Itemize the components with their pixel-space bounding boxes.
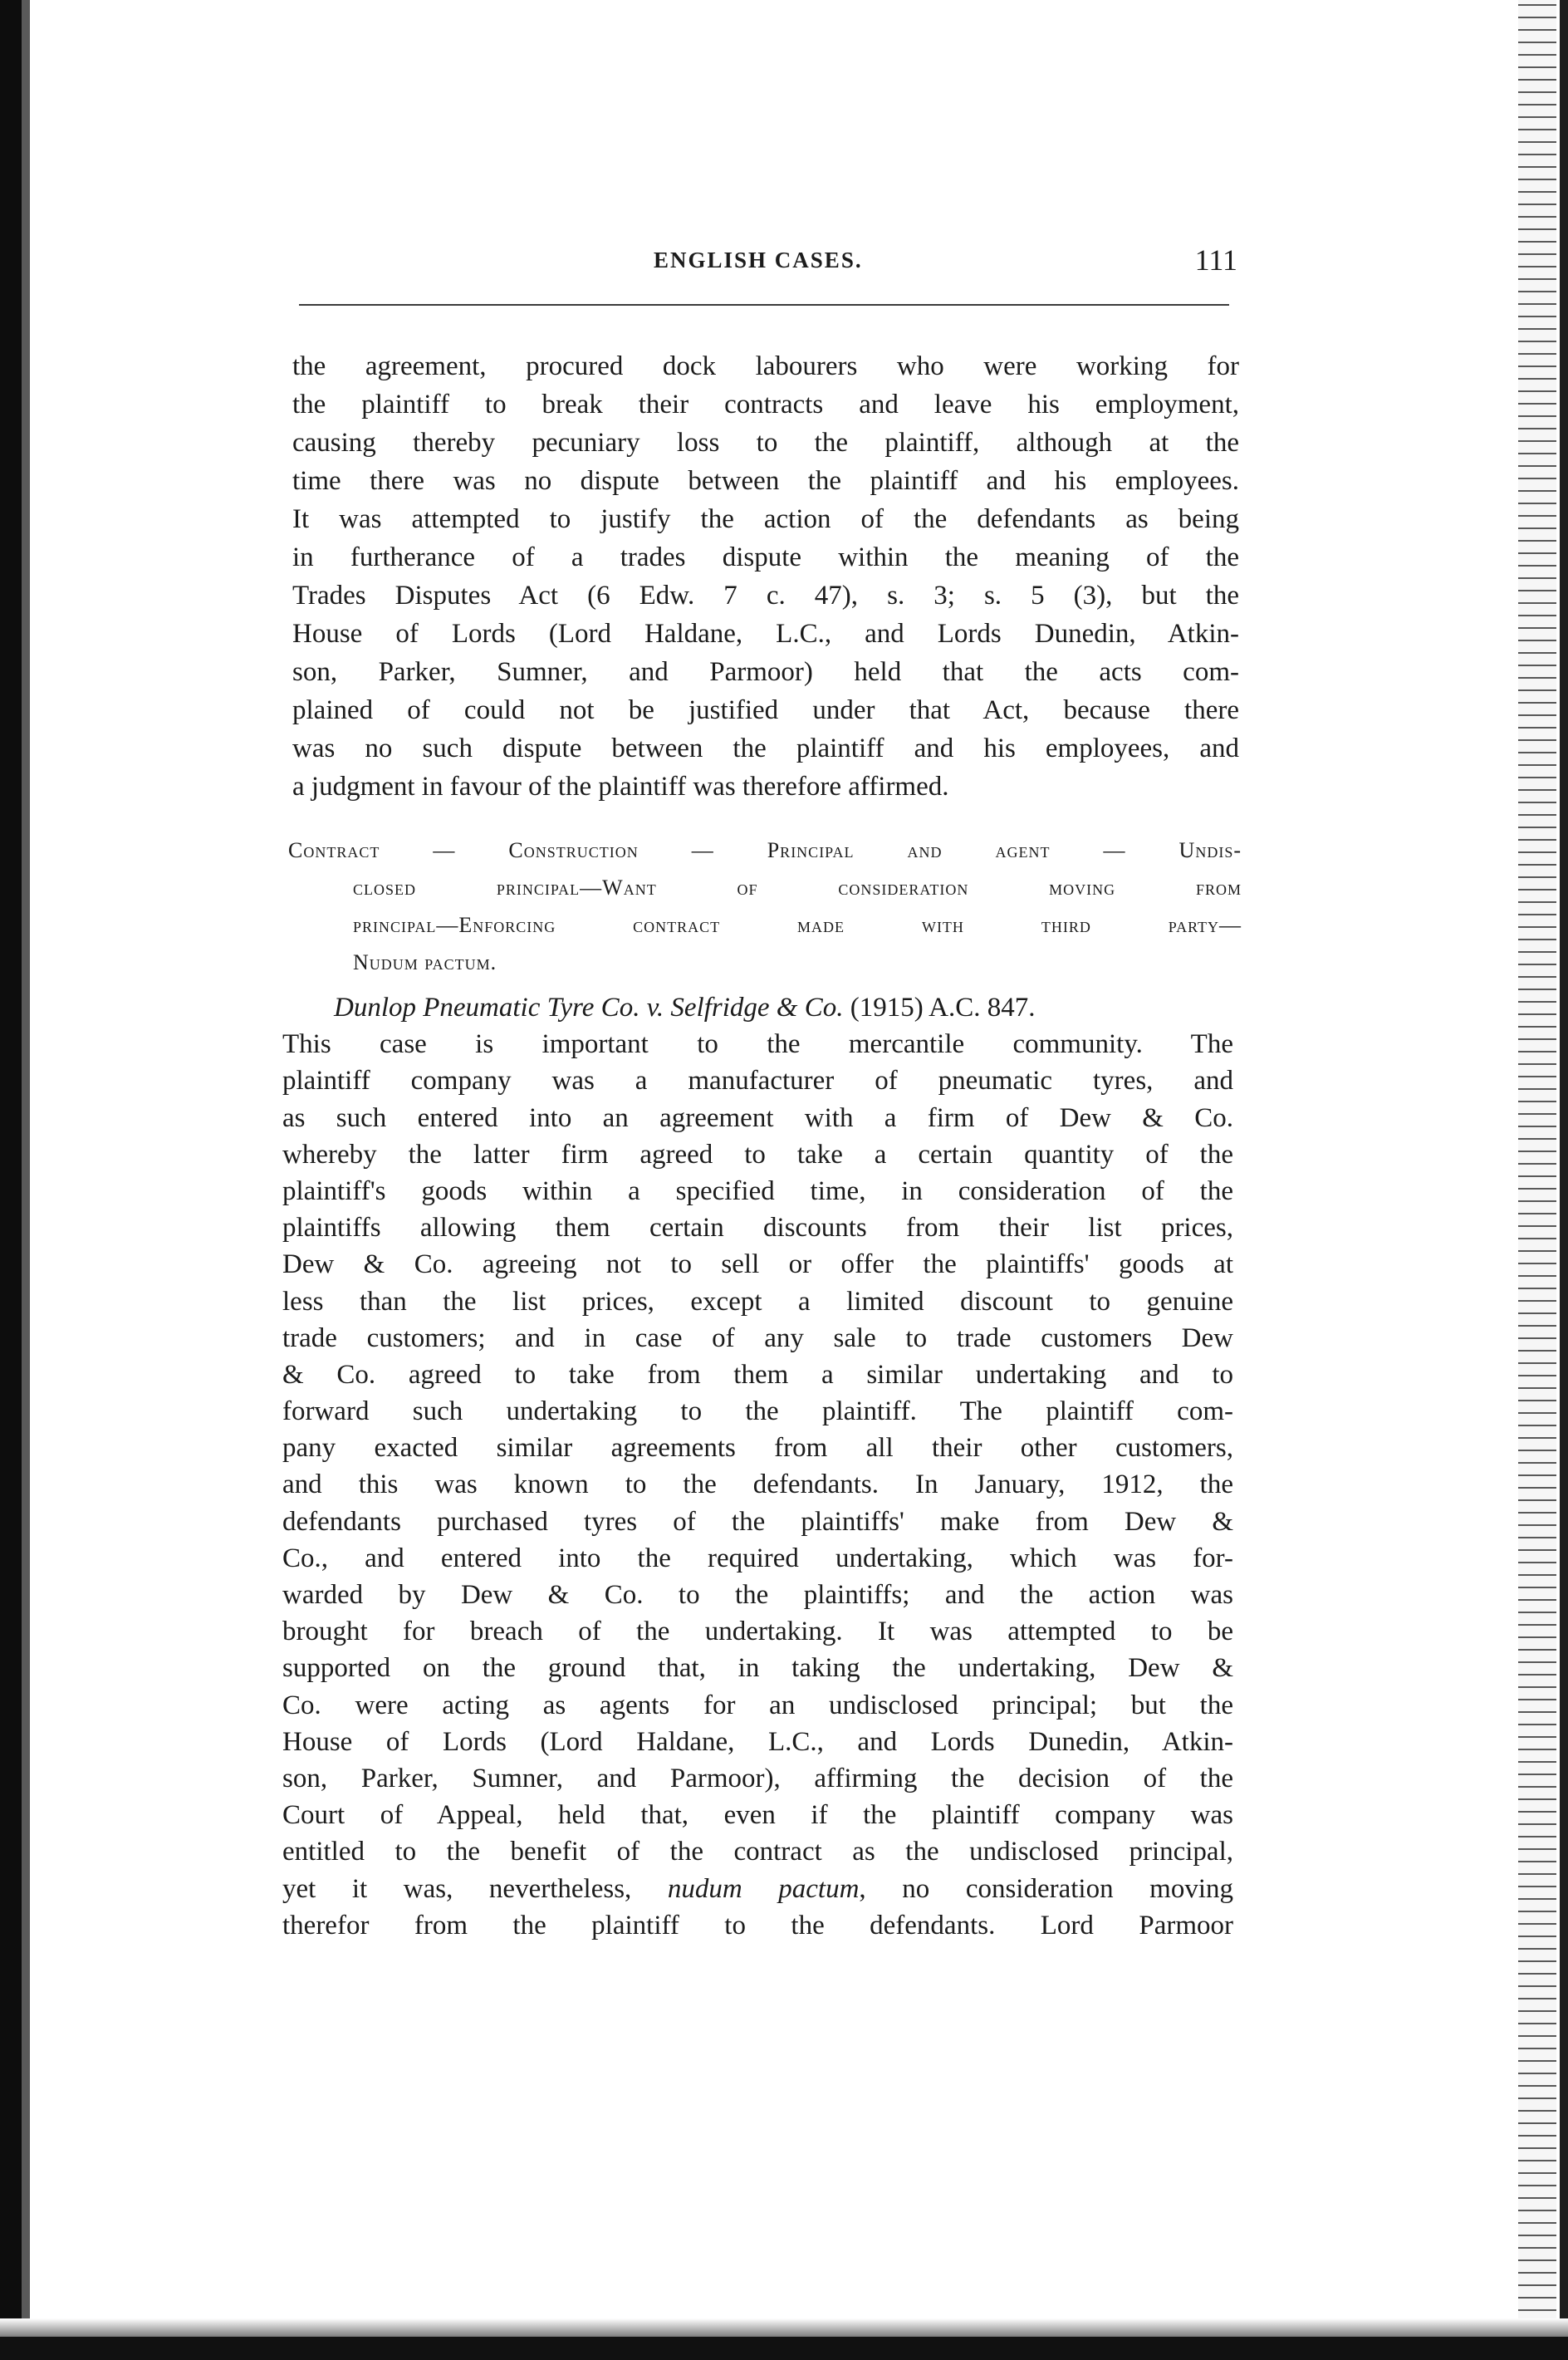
text-line: plaintiff company was a manufacturer of pneumatic tyres, and	[282, 1066, 1233, 1097]
text-line: warded by Dew & Co. to the plaintiffs; and the action was	[282, 1580, 1233, 1610]
text-line: causing thereby pecuniary loss to the plaintiff, although at the	[292, 428, 1239, 458]
text-line: It was attempted to justify the action of the defendants as being	[292, 504, 1239, 534]
text-line: in furtherance of a trades dispute within the meaning of the	[292, 542, 1239, 572]
case-name: Dunlop Pneumatic Tyre Co. v. Selfridge & Co.	[334, 993, 844, 1023]
text-line: defendants purchased tyres of the plaintiffs' make from Dew &	[282, 1506, 1233, 1537]
text-line: time there was no dispute between the plaintiff and his employees.	[292, 466, 1239, 496]
headnote-line: Nudum pactum.	[353, 950, 497, 974]
text-line: Co., and entered into the required undertaking, which was for-	[282, 1543, 1233, 1573]
paragraph-continued	[292, 347, 1239, 806]
text-line: trade customers; and in case of any sale to trade customers Dew	[282, 1322, 1233, 1353]
case-citation: (1915) A.C. 847.	[843, 993, 1036, 1023]
text-line: Trades Disputes Act (6 Edw. 7 c. 47), s. 3; s. 5 (3), but the	[292, 581, 1239, 611]
text-line: supported on the ground that, in taking the undertaking, Dew &	[282, 1653, 1233, 1684]
case-citation-line	[282, 989, 1233, 1026]
text-line: forward such undertaking to the plaintiff. The plaintiff com-	[282, 1396, 1233, 1427]
text-line: the plaintiff to break their contracts and leave his employment,	[292, 390, 1239, 420]
text-line: House of Lords (Lord Haldane, L.C., and Lords Dunedin, Atkin-	[282, 1726, 1233, 1757]
text-line: entitled to the benefit of the contract as the undisclosed principal,	[282, 1837, 1233, 1867]
headnote-line: principal—Enforcing contract made with third party—	[353, 913, 1242, 937]
text-line: plaintiffs allowing them certain discounts from their list prices,	[282, 1213, 1233, 1244]
text-line: and this was known to the defendants. In January, 1912, the	[282, 1469, 1233, 1500]
text-line: as such entered into an agreement with a firm of Dew & Co.	[282, 1102, 1233, 1133]
text-line: plaintiff's goods within a specified time, in consideration of the	[282, 1175, 1233, 1206]
text-line: Co. were acting as agents for an undisclosed principal; but the	[282, 1690, 1233, 1720]
scan-edge-right	[1560, 0, 1568, 2360]
running-head	[295, 243, 1237, 284]
text-line	[282, 1871, 1233, 1907]
text-line: was no such dispute between the plaintiff and his employees, and	[292, 734, 1239, 763]
text-line: the agreement, procured dock labourers who were working for	[292, 351, 1239, 381]
text-line: plained of could not be justified under that Act, because there	[292, 695, 1239, 725]
text-line: Court of Appeal, held that, even if the plaintiff company was	[282, 1800, 1233, 1831]
text-line: therefor from the plaintiff to the defendants. Lord Parmoor	[282, 1910, 1233, 1940]
text-line: son, Parker, Sumner, and Parmoor) held that the acts com-	[292, 657, 1239, 687]
header-rule	[299, 304, 1229, 306]
text-line: Dew & Co. agreeing not to sell or offer the plaintiffs' goods at	[282, 1249, 1233, 1280]
text-fragment: , no consideration moving	[859, 1873, 1233, 1904]
text-line: less than the list prices, except a limited discount to genuine	[282, 1286, 1233, 1317]
scan-edge-right-binding	[1518, 0, 1556, 2360]
text-line: & Co. agreed to take from them a similar undertaking and to	[282, 1359, 1233, 1390]
headnote-line: Contract — Construction — Principal and agent — Undis-	[288, 838, 1242, 862]
scan-edge-left	[0, 0, 22, 2360]
running-head-title: ENGLISH CASES.	[654, 248, 863, 272]
text-line: This case is important to the mercantile community. The	[282, 1029, 1233, 1060]
scan-edge-left-shadow	[22, 0, 30, 2360]
case-headnote	[288, 832, 1242, 981]
text-line: son, Parker, Sumner, and Parmoor), affirming the decision of the	[282, 1763, 1233, 1793]
text-line: a judgment in favour of the plaintiff was therefore affirmed.	[292, 772, 949, 802]
text-fragment: yet it was, nevertheless,	[282, 1873, 668, 1904]
headnote-line: closed principal—Want of consideration moving from	[353, 876, 1242, 900]
scan-edge-bottom	[0, 2337, 1568, 2360]
text-line: pany exacted similar agreements from all their other customers,	[282, 1433, 1233, 1464]
text-line: whereby the latter firm agreed to take a certain quantity of the	[282, 1139, 1233, 1170]
latin-term: nudum pactum	[667, 1873, 860, 1904]
case-report	[282, 989, 1233, 1944]
text-line: House of Lords (Lord Haldane, L.C., and Lords Dunedin, Atkin-	[292, 619, 1239, 649]
text-line: brought for breach of the undertaking. It was attempted to be	[282, 1617, 1233, 1647]
page-number: 111	[1194, 243, 1237, 277]
scan-edge-bottom-shadow	[0, 2318, 1568, 2337]
